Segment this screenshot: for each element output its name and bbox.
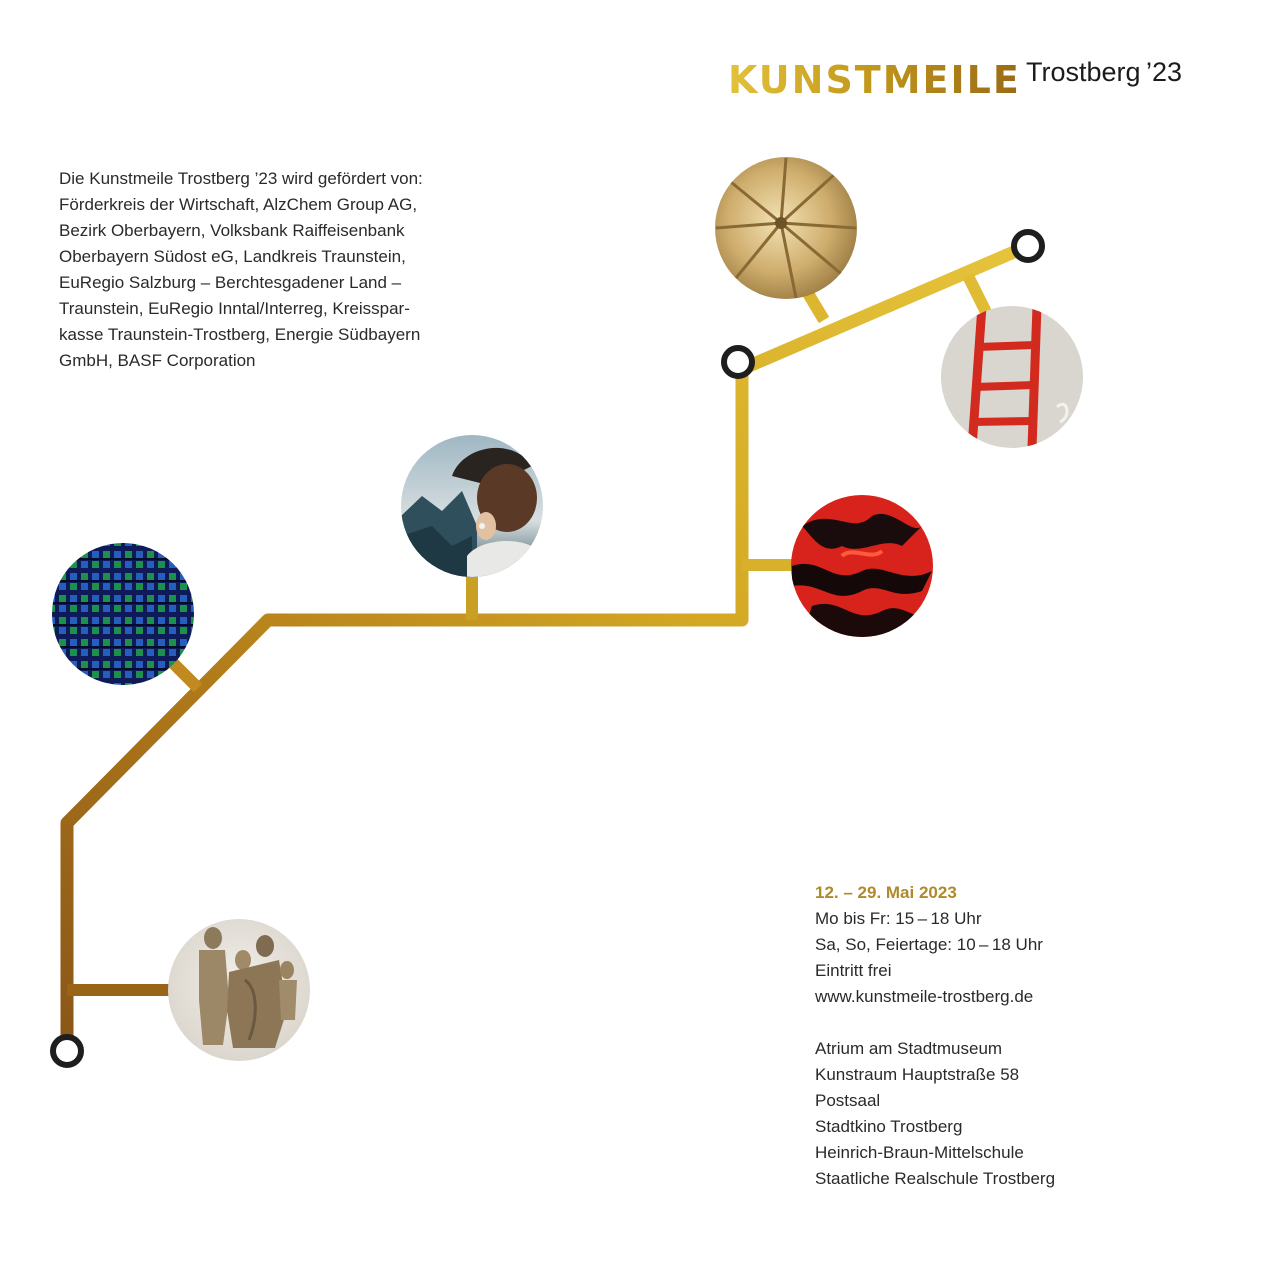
sponsor-line: Die Kunstmeile Trostberg ’23 wird gefördert von: [59, 169, 423, 188]
sponsor-line: EuRegio Salzburg – Berchtesgadener Land – [59, 273, 402, 292]
venue-item: Stadtkino Trostberg [815, 1117, 963, 1136]
spacer [815, 1010, 1215, 1036]
opening-hours-weekday: Mo bis Fr: 15 – 18 Uhr [815, 909, 982, 928]
website-link[interactable]: www.kunstmeile-trostberg.de [815, 987, 1034, 1006]
artwork-sculpture-figures [168, 919, 310, 1061]
opening-hours-weekend: Sa, So, Feiertage: 10 – 18 Uhr [815, 935, 1043, 954]
venue-item: Postsaal [815, 1091, 881, 1110]
sponsor-line: Förderkreis der Wirtschaft, AlzChem Group AG, [59, 195, 418, 214]
brand-logo-word: KUNSTMEILE [728, 58, 1021, 102]
admission-note: Eintritt frei [815, 961, 892, 980]
artwork-portrait-hat [401, 435, 543, 577]
station-marker [53, 1037, 81, 1065]
sponsor-line: Bezirk Oberbayern, Volksbank Raiffeisenbank [59, 221, 405, 240]
event-info [815, 880, 1215, 1192]
artwork-ladder-relief [941, 306, 1083, 448]
artwork-woven-grid [52, 543, 194, 685]
venue-item: Atrium am Stadtmuseum [815, 1039, 1003, 1058]
venue-item: Heinrich-Braun-Mittelschule [815, 1143, 1024, 1162]
sponsor-line: Traunstein, EuRegio Inntal/Interreg, Kreisspar- [59, 299, 410, 318]
sponsor-line: kasse Traunstein-Trostberg, Energie Südbayern [59, 325, 421, 344]
sponsor-line: Oberbayern Südost eG, Landkreis Traunstein, [59, 247, 406, 266]
branch-connector [170, 660, 198, 688]
sponsor-line: GmbH, BASF Corporation [59, 351, 256, 370]
station-marker [724, 348, 752, 376]
venue-item: Kunstraum Hauptstraße 58 [815, 1065, 1020, 1084]
branch-connector [968, 276, 986, 312]
artwork-red-abstract [791, 495, 933, 637]
event-dates: 12. – 29. Mai 2023 [815, 883, 957, 902]
station-marker [1014, 232, 1042, 260]
brand-place: Trostberg ’23 [1026, 57, 1182, 87]
venue-item: Staatliche Realschule Trostberg [815, 1169, 1056, 1188]
artwork-folded-wood [715, 157, 857, 299]
